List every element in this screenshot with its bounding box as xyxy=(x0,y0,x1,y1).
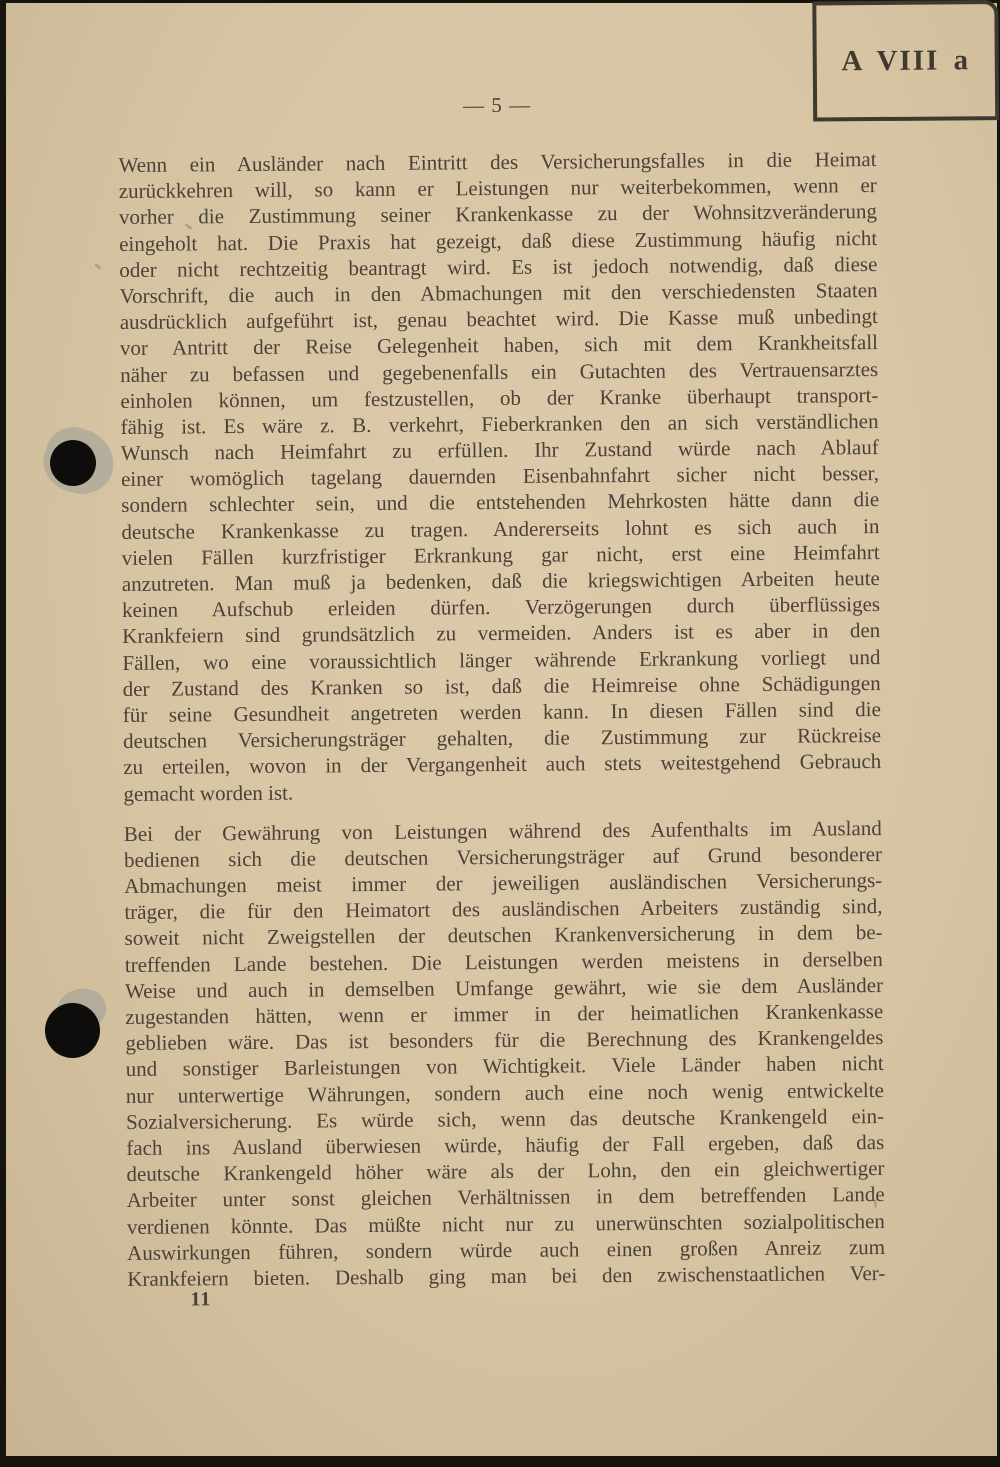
text-line: vielen Fällen kurzfristiger Erkrankung gar nicht, erst eine Heimfahrt xyxy=(121,539,880,570)
text-line: einholen können, um festzustellen, ob der Kranke überhaupt transport- xyxy=(120,382,879,413)
text-line: anzutreten. Man muß ja bedenken, daß die kriegswichtigen Arbeiten heute xyxy=(121,566,880,596)
text-line: Abmachungen meist immer der jeweiligen ausländischen Versicherungs- xyxy=(124,868,883,899)
text-line: vor Antritt der Reise Gelegenheit haben, sich mit dem Krankheitsfall xyxy=(119,330,879,361)
classification-label: A VIII a xyxy=(841,43,971,77)
text-line: oder nicht rechtzeitig beantragt wird. Es ist jedoch notwendig, daß diese xyxy=(119,251,878,282)
text-line: deutsche Krankengeld höher wäre als der Lohn, den ein gleichwertiger xyxy=(126,1156,885,1187)
text-line: Krankfeiern sind grundsätzlich zu vermeiden. Anders ist es aber in den xyxy=(122,618,881,649)
text-line: vorher die Zustimmung seiner Krankenkasse zu der Wohnsitzveränderung xyxy=(118,199,878,230)
text-line: Krankfeiern bieten. Deshalb ging man bei den zwischenstaatlichen Ver- xyxy=(127,1260,886,1291)
text-line: einer womöglich tagelang dauernden Eisenbahnfahrt sicher nicht besser, xyxy=(120,461,880,492)
text-line: Weise und auch in demselben Umfange gewährt, wie sie dem Ausländer xyxy=(124,972,884,1003)
text-line: und sonstiger Barleistungen von Wichtigkeit. Viele Länder haben nicht xyxy=(125,1051,884,1082)
text-line: gemacht worden ist. xyxy=(123,780,294,806)
text-line: deutschen Versicherungsträger gehalten, die Zustimmung zur Rückreise xyxy=(122,723,882,754)
text-line: Wenn ein Ausländer nach Eintritt des Versicherungsfalles in die Heimat xyxy=(118,147,877,177)
page-number: — 5 — xyxy=(463,92,532,118)
text-line: keinen Aufschub erleiden dürfen. Verzögerungen durch überflüssiges xyxy=(121,592,881,623)
text-line: bedienen sich die deutschen Versicherungsträger auf Grund besonderer xyxy=(123,841,883,872)
text-line: verdienen könnte. Das müßte nicht nur zu unerwünschten sozialpolitischen xyxy=(126,1208,885,1239)
text-line: Wunsch nach Heimfahrt zu erfüllen. Ihr Zustand würde nach Ablauf xyxy=(120,435,879,466)
text-line: ausdrücklich aufgeführt ist, genau beachtet wird. Die Kasse muß unbedingt xyxy=(119,304,878,335)
text-line: zurückkehren will, so kann er Leistungen nur weiterbekommen, wenn er xyxy=(118,173,877,204)
footer-page-number: 11 xyxy=(190,1288,212,1311)
text-line: treffenden Lande bestehen. Die Leistungen werden meistens in derselben xyxy=(124,946,883,977)
text-line: der Zustand des Kranken so ist, daß die Heimreise ohne Schädigungen xyxy=(122,670,881,701)
paragraph xyxy=(118,146,881,807)
text-line: zugestanden hätten, wenn er immer in der heimatlichen Krankenkasse xyxy=(125,999,884,1029)
text-line: deutsche Krankenkasse zu tragen. Andererseits lohnt es sich auch in xyxy=(121,513,880,544)
text-line: für seine Gesundheit angetreten werden kann. In diesen Fällen sind die xyxy=(122,696,881,727)
text-line: näher zu befassen und gegebenenfalls ein Gutachten des Vertrauensarztes xyxy=(120,356,879,387)
text-line: Vorschrift, die auch in den Abmachungen mit den verschiedensten Staaten xyxy=(119,277,878,308)
text-line: soweit nicht Zweigstellen der deutschen Krankenversicherung in dem be- xyxy=(124,920,883,951)
text-line: Bei der Gewährung von Leistungen während des Aufenthalts im Ausland xyxy=(123,815,882,846)
text-line: träger, die für den Heimatort des ausländischen Arbeiters zuständig sind, xyxy=(124,894,883,925)
text-line: eingeholt hat. Die Praxis hat gezeigt, daß diese Zustimmung häufig nicht xyxy=(119,225,878,256)
text-line: geblieben wäre. Das ist besonders für die Berechnung des Krankengeldes xyxy=(125,1025,884,1056)
text-line: fach ins Ausland überwiesen würde, häufig der Fall ergeben, daß das xyxy=(126,1129,885,1160)
text-line: Sozialversicherung. Es würde sich, wenn das deutsche Krankengeld ein- xyxy=(125,1103,885,1134)
text-line: nur unterwertige Währungen, sondern auch eine noch wenig entwickelte xyxy=(125,1077,884,1108)
text-line: zu erteilen, wovon in der Vergangenheit auch stets weitestgehend Gebrauch xyxy=(123,749,882,780)
paper-sheet xyxy=(6,3,997,1456)
text-line: fähig ist. Es wäre z. B. verkehrt, Fieberkranken den an sich verständlichen xyxy=(120,408,879,439)
paragraph xyxy=(124,815,886,1292)
text-line: sondern schlechter sein, und die entstehenden Mehrkosten hätte dann die xyxy=(121,487,880,518)
text-line: Arbeiter unter sonst gleichen Verhältnissen in dem betreffenden Lande xyxy=(126,1182,885,1213)
text-line: Auswirkungen führen, sondern würde auch einen großen Anreiz zum xyxy=(127,1234,886,1265)
body-text xyxy=(118,146,885,1306)
text-line: Fällen, wo eine voraussichtlich länger währende Erkrankung vorliegt und xyxy=(122,644,881,675)
